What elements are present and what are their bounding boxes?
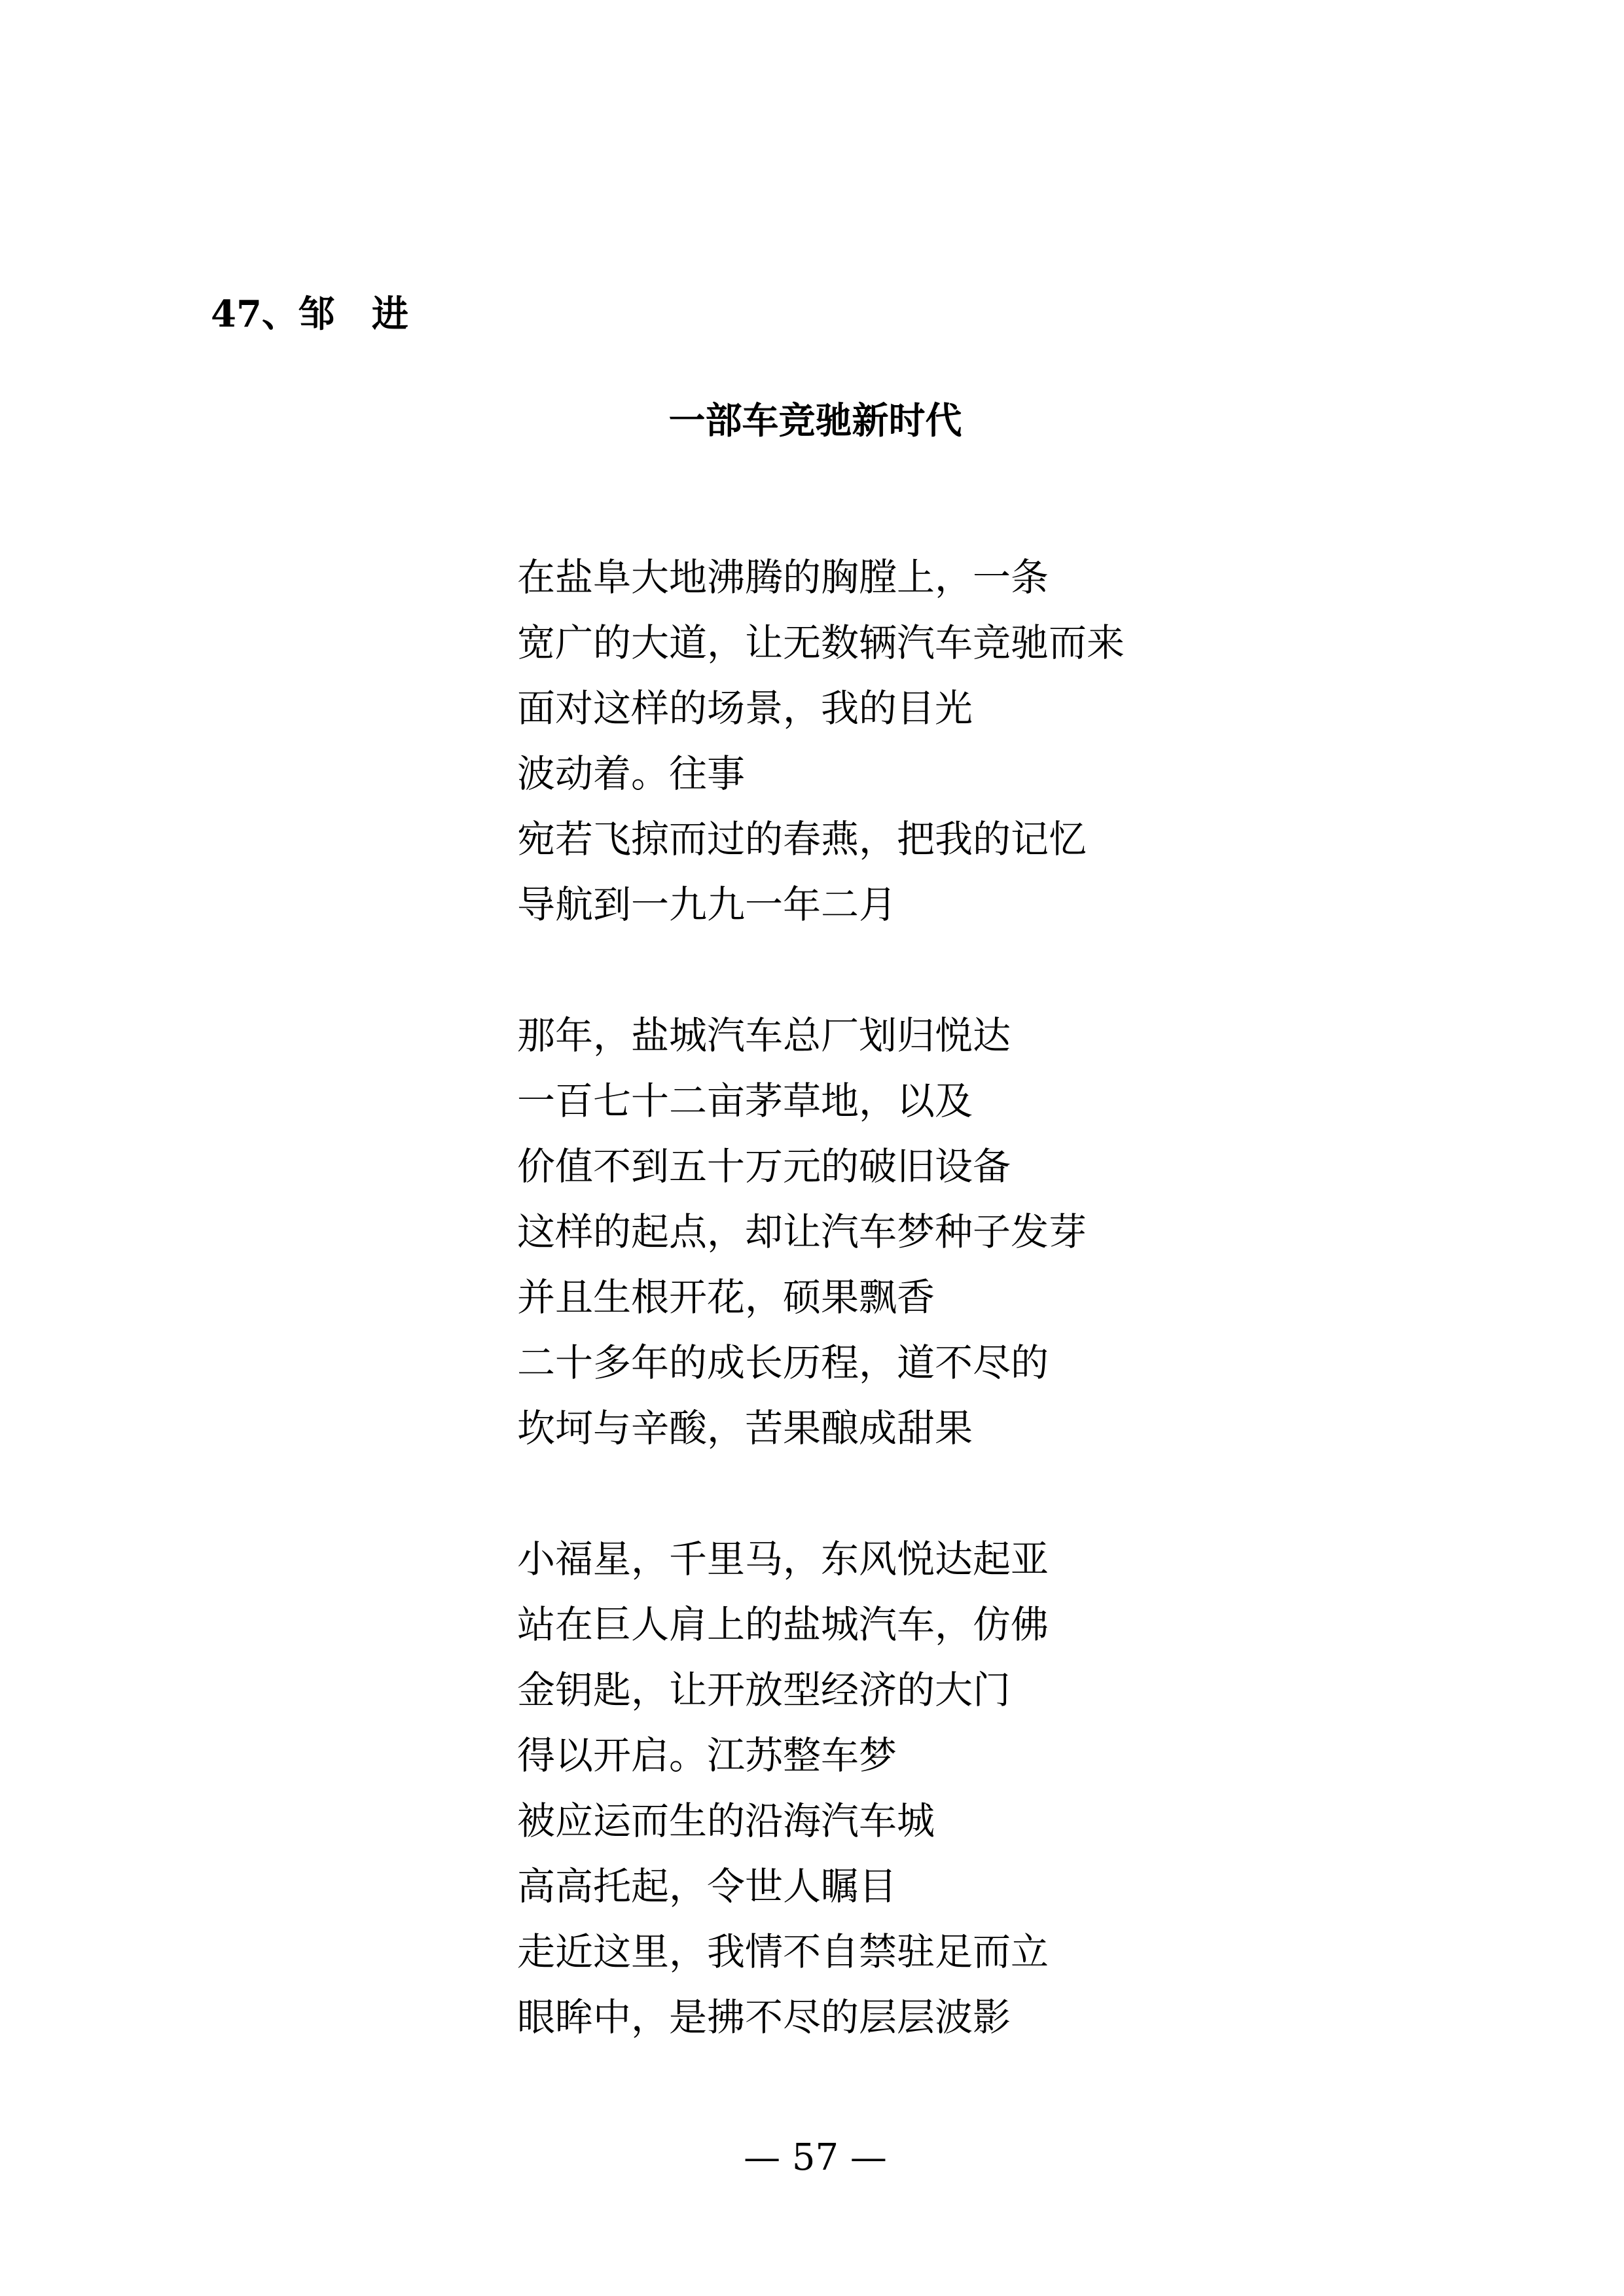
poem-line: 二十多年的成长历程，道不尽的 xyxy=(517,1340,1049,1385)
poem-line: 这样的起点，却让汽车梦种子发芽 xyxy=(517,1210,1087,1254)
stanza-1 xyxy=(517,545,1499,937)
poem-line: 波动着。往事 xyxy=(517,751,746,796)
poem-line: 小福星，千里马，东风悦达起亚 xyxy=(517,1537,1049,1581)
poem-line: 宛若飞掠而过的春燕，把我的记忆 xyxy=(517,817,1087,861)
poem-line: 被应运而生的沿海汽车城 xyxy=(517,1799,935,1843)
author-heading: 47、邹 进 xyxy=(211,293,408,336)
poem-line: 坎坷与辛酸，苦果酿成甜果 xyxy=(517,1406,973,1450)
poem-line: 宽广的大道，让无数辆汽车竞驰而来 xyxy=(517,620,1125,665)
stanza-2 xyxy=(517,1003,1499,1461)
poem-line: 导航到一九九一年二月 xyxy=(517,882,897,927)
poem-body xyxy=(517,545,1499,2115)
poem-line: 价值不到五十万元的破旧设备 xyxy=(517,1144,1011,1189)
poem-line: 一百七十二亩茅草地，以及 xyxy=(517,1079,973,1123)
page-number: — 57 — xyxy=(744,2136,887,2179)
poem-title: 一部车竞驰新时代 xyxy=(668,399,962,442)
poem-line: 站在巨人肩上的盐城汽车，仿佛 xyxy=(517,1602,1049,1647)
poem-line: 眼眸中，是拂不尽的层层波影 xyxy=(517,1995,1011,2039)
poem-line: 在盐阜大地沸腾的胸膛上，一条 xyxy=(517,555,1049,600)
stanza-3 xyxy=(517,1526,1499,2050)
poem-line: 得以开启。江苏整车梦 xyxy=(517,1733,897,1778)
poem-line: 走近这里，我情不自禁驻足而立 xyxy=(517,1929,1049,1974)
poem-line: 高高托起，令世人瞩目 xyxy=(517,1864,897,1909)
poem-line: 那年，盐城汽车总厂划归悦达 xyxy=(517,1013,1011,1058)
poem-line: 金钥匙，让开放型经济的大门 xyxy=(517,1668,1011,1712)
poem-line: 并且生根开花，硕果飘香 xyxy=(517,1275,935,1319)
poem-line: 面对这样的场景，我的目光 xyxy=(517,686,973,730)
